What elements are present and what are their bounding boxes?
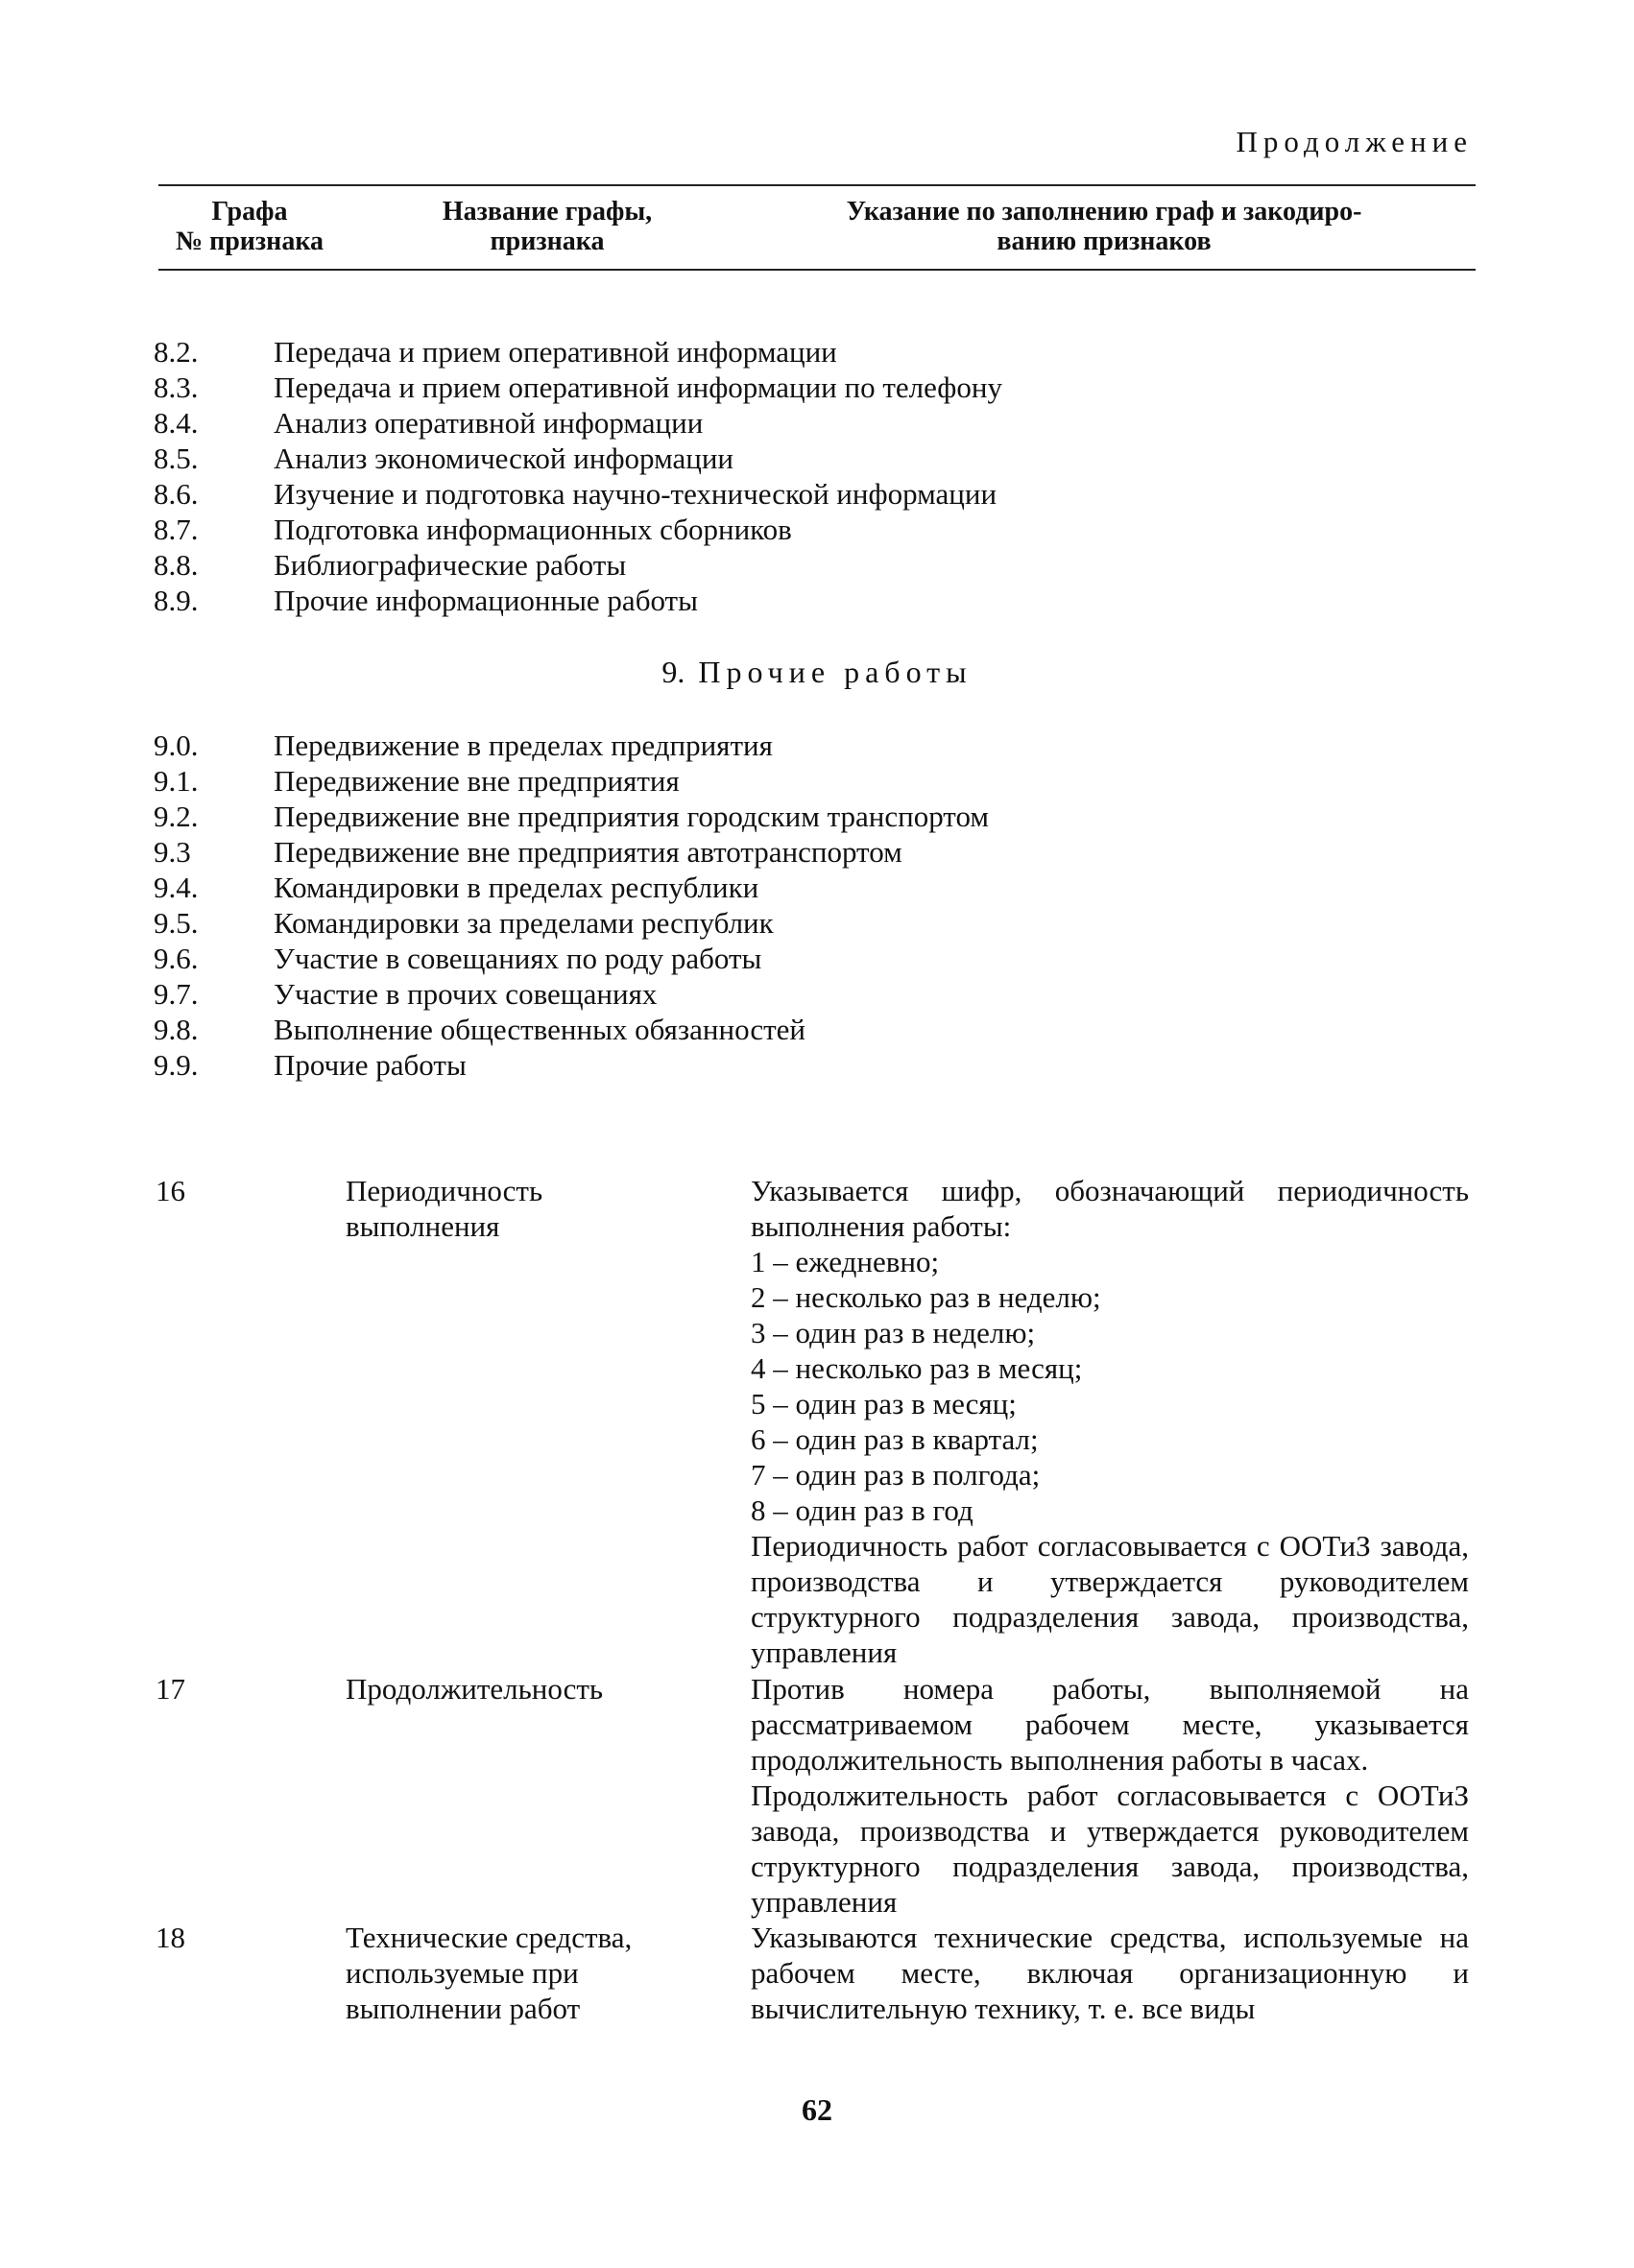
list-item: 3 – один раз в неделю; xyxy=(751,1316,1036,1349)
continuation-label: Продолжение xyxy=(1236,125,1473,158)
list-item xyxy=(154,476,1002,512)
header-top-rule xyxy=(158,184,1476,186)
list-item xyxy=(154,834,989,870)
list-item xyxy=(154,976,989,1012)
section-9-title xyxy=(0,655,1634,690)
list-section-8 xyxy=(154,334,1002,618)
item-text: Изучение и подготовка научно-технической информации xyxy=(274,477,997,511)
item-text: Прочие информационные работы xyxy=(274,584,698,617)
item-text: Участие в прочих совещаниях xyxy=(274,977,658,1011)
item-text: Передвижение вне предприятия xyxy=(274,764,680,798)
entry-18-description xyxy=(751,1920,1469,2026)
item-number: 9.2. xyxy=(154,800,199,833)
list-item xyxy=(154,547,1002,583)
item-number: 8.8. xyxy=(154,548,199,582)
list-item xyxy=(154,370,1002,405)
entry-17-paragraph-2: Продолжительность работ согласовывается с ООТиЗ завода, производства и утверждается руководителем структурного подразделения завода, производства, управления xyxy=(751,1779,1469,1919)
item-text: Командировки за пределами республик xyxy=(274,906,774,940)
list-item xyxy=(154,941,989,976)
header-col-instructions: Указание по заполнению граф и закодиро- ванию признаков xyxy=(846,197,1362,256)
list-item: 4 – несколько раз в месяц; xyxy=(751,1351,1083,1385)
entry-17-description xyxy=(751,1671,1469,1920)
item-number: 8.6. xyxy=(154,477,199,511)
entry-16-name: Периодичность выполнения xyxy=(346,1174,543,1243)
item-number: 9.6. xyxy=(154,942,199,975)
list-item: 6 – один раз в квартал; xyxy=(751,1422,1039,1456)
item-number: 8.7. xyxy=(154,513,199,546)
list-item xyxy=(154,799,989,834)
item-text: Передвижение вне предприятия автотранспортом xyxy=(274,835,902,869)
list-item xyxy=(154,1012,989,1047)
item-number: 9.7. xyxy=(154,977,199,1011)
list-item: 2 – несколько раз в неделю; xyxy=(751,1280,1101,1314)
list-item: 5 – один раз в месяц; xyxy=(751,1387,1017,1420)
entry-16-number: 16 xyxy=(156,1174,185,1207)
entry-16-intro: Указывается шифр, обозначающий периодичность выполнения работы: xyxy=(751,1174,1469,1243)
list-item xyxy=(154,728,989,763)
list-item xyxy=(154,1047,989,1083)
list-item xyxy=(154,512,1002,547)
list-item xyxy=(154,583,1002,618)
entry-18-name: Технические средства, используемые при выполнении работ xyxy=(346,1921,633,2025)
item-number: 9.8. xyxy=(154,1013,199,1046)
entry-17-name: Продолжительность xyxy=(346,1672,604,1706)
item-number: 8.4. xyxy=(154,406,199,440)
item-text: Выполнение общественных обязанностей xyxy=(274,1013,806,1046)
header-col-name: Название графы, признака xyxy=(442,197,653,256)
item-number: 8.3. xyxy=(154,370,199,404)
list-item: 8 – один раз в год xyxy=(751,1493,973,1527)
list-item: 1 – ежедневно; xyxy=(751,1245,940,1278)
item-number: 8.5. xyxy=(154,442,199,475)
item-number: 8.9. xyxy=(154,584,199,617)
list-item xyxy=(154,763,989,799)
list-item: 7 – один раз в полгода; xyxy=(751,1458,1041,1492)
list-item xyxy=(154,441,1002,476)
header-col-number: Графа № признака xyxy=(175,197,324,256)
item-number: 9.4. xyxy=(154,871,199,904)
item-number: 8.2. xyxy=(154,335,199,369)
item-text: Передвижение вне предприятия городским транспортом xyxy=(274,800,989,833)
item-number: 9.9. xyxy=(154,1048,199,1082)
list-item xyxy=(154,870,989,905)
entry-17-paragraph-1: Против номера работы, выполняемой на рассматриваемом рабочем месте, указывается продолжительность выполнения работы в часах. xyxy=(751,1672,1469,1777)
entry-17-number: 17 xyxy=(156,1672,185,1706)
item-text: Передача и прием оперативной информации xyxy=(274,335,837,369)
list-item xyxy=(154,334,1002,370)
entry-18-paragraph: Указываются технические средства, используемые на рабочем месте, включая организационную и вычислительную технику, т. е. все виды xyxy=(751,1921,1469,2025)
item-text: Прочие работы xyxy=(274,1048,467,1082)
section-title-text: Прочие работы xyxy=(698,655,973,689)
item-text: Анализ оперативной информации xyxy=(274,406,704,440)
item-number: 9.0. xyxy=(154,728,199,762)
item-text: Передача и прием оперативной информации по телефону xyxy=(274,370,1002,404)
item-number: 9.5. xyxy=(154,906,199,940)
list-section-9 xyxy=(154,728,989,1083)
page-number: 62 xyxy=(802,2092,832,2127)
item-text: Подготовка информационных сборников xyxy=(274,513,792,546)
entry-16-note: Периодичность работ согласовывается с ООТиЗ завода, производства и утверждается руководителем структурного подразделения завода, производства, управления xyxy=(751,1529,1469,1669)
section-number: 9. xyxy=(661,655,685,689)
entry-18-number: 18 xyxy=(156,1921,185,1954)
item-number: 9.3 xyxy=(154,835,191,869)
item-text: Участие в совещаниях по роду работы xyxy=(274,942,762,975)
item-text: Командировки в пределах республики xyxy=(274,871,759,904)
item-number: 9.1. xyxy=(154,764,199,798)
list-item xyxy=(154,405,1002,441)
entry-16-description xyxy=(751,1173,1469,1670)
header-bottom-rule xyxy=(158,269,1476,271)
item-text: Библиографические работы xyxy=(274,548,627,582)
item-text: Передвижение в пределах предприятия xyxy=(274,728,773,762)
list-item xyxy=(154,905,989,941)
item-text: Анализ экономической информации xyxy=(274,442,734,475)
